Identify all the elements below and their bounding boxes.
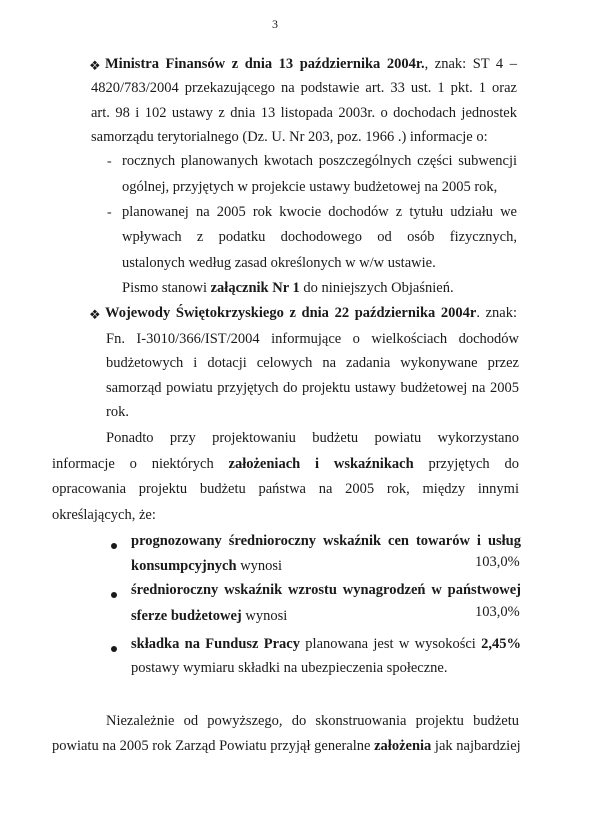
para2-line2-end: jak najbardziej (431, 738, 521, 754)
bullet1-value: 103,0% (475, 554, 520, 570)
bullet1-text: prognozowany średnioroczny wskaźnik cen towarów i usług (131, 533, 521, 549)
bullet3-bold: składka na Fundusz Pracy (131, 636, 300, 652)
para1-line2-end: przyjętych do (413, 456, 519, 472)
para2-line2 (52, 737, 519, 755)
bullet1-bold: konsumpcyjnych (131, 558, 237, 574)
bullet3-value: 2,45% (481, 636, 521, 652)
attachment-ref: załącznik Nr 1 (210, 280, 300, 296)
para1-line3: opracowania projektu budżetu państwa na 2005 rok, między innymi (52, 481, 519, 497)
item1-line1-rest: , znak: ST 4 – (424, 56, 517, 72)
item1-sub1-line1: rocznych planowanych kwotach poszczególnych części subwencji (122, 153, 517, 169)
bullet-dot (111, 592, 117, 598)
item1-attachment-note (122, 279, 454, 297)
item1-sub2-line1: planowanej na 2005 rok kwocie dochodów z tytułu udziału we (122, 204, 517, 220)
attachment-note-text: Pismo stanowi (122, 280, 211, 296)
item1-line3: art. 98 i 102 ustawy z dnia 13 listopada 2003r. o dochodach jednostek (91, 105, 517, 121)
item2-line2: Fn. I-3010/366/IST/2004 informujące o wielkościach dochodów (106, 331, 519, 347)
item1-heading: Ministra Finansów z dnia 13 października 2004r. (105, 56, 425, 72)
item1-sub1-line2: ogólnej, przyjętych w projekcie ustawy budżetowej na 2005 rok, (122, 179, 498, 195)
bullet-dot (111, 646, 117, 652)
para1-line1: Ponadto przy projektowaniu budżetu powiatu wykorzystano (106, 430, 519, 446)
attachment-note-text-end: do niniejszych Objaśnień. (299, 280, 454, 296)
bullet-dot (111, 543, 117, 549)
bullet2-text: średnioroczny wskaźnik wzrostu wynagrodzeń w państwowej (131, 582, 521, 598)
page-number: 3 (272, 17, 278, 31)
item1-sub2-line3: ustalonych według zasad określonych w w/w ustawie. (122, 255, 436, 271)
item2-heading: Wojewody Świętokrzyskiego z dnia 22 października 2004r (105, 305, 477, 321)
item2-line1-rest: . znak: (476, 305, 517, 321)
para1-line4: określających, że: (52, 507, 156, 523)
bullet3-rest: planowana jest w wysokości (300, 636, 482, 652)
item1-line2: 4820/783/2004 przekazującego na podstawie art. 33 ust. 1 pkt. 1 oraz (91, 80, 517, 96)
diamond-bullet-icon: ❖ (89, 307, 101, 322)
para2-line2-bold: założenia (374, 738, 432, 754)
item1-line4: samorządu terytorialnego (Dz. U. Nr 203, poz. 1966 .) informacje o: (91, 129, 488, 145)
bullet2-line2 (131, 607, 287, 625)
para1-line2 (52, 455, 519, 473)
para2-line2-start: powiatu na 2005 rok Zarząd Powiatu przyjął generalne (52, 738, 375, 754)
bullet1-line1 (131, 532, 521, 550)
item1-sub2-line2: wpływach z podatku dochodowego od osób fizycznych, (122, 229, 517, 245)
bullet1-line2 (131, 557, 282, 575)
bullet2-rest: wynosi (241, 608, 288, 624)
bullet1-rest: wynosi (236, 558, 283, 574)
item1-line1 (105, 55, 517, 73)
bullet2-bold: sferze budżetowej (131, 608, 242, 624)
item2-line4: samorząd powiatu przyjętych do projektu ustawy budżetowej na 2005 (106, 380, 519, 396)
dash-bullet: - (107, 154, 112, 169)
item2-line3: budżetowych i dotacji celowych na zadania wykonywane przez (106, 355, 519, 371)
dash-bullet: - (107, 205, 112, 220)
para2-line1: Niezależnie od powyższego, do skonstruowania projektu budżetu (106, 713, 519, 729)
diamond-bullet-icon: ❖ (89, 58, 101, 73)
bullet3-line1 (131, 635, 521, 653)
item2-line1 (105, 304, 517, 322)
bullet2-value: 103,0% (475, 604, 520, 620)
bullet2-line1 (131, 581, 521, 599)
para1-line2-start: informacje o niektórych (52, 456, 229, 472)
bullet3-line2: postawy wymiaru składki na ubezpieczenia społeczne. (131, 660, 448, 676)
item2-line5: rok. (106, 404, 129, 420)
para1-line2-bold: założeniach i wskaźnikach (228, 456, 414, 472)
